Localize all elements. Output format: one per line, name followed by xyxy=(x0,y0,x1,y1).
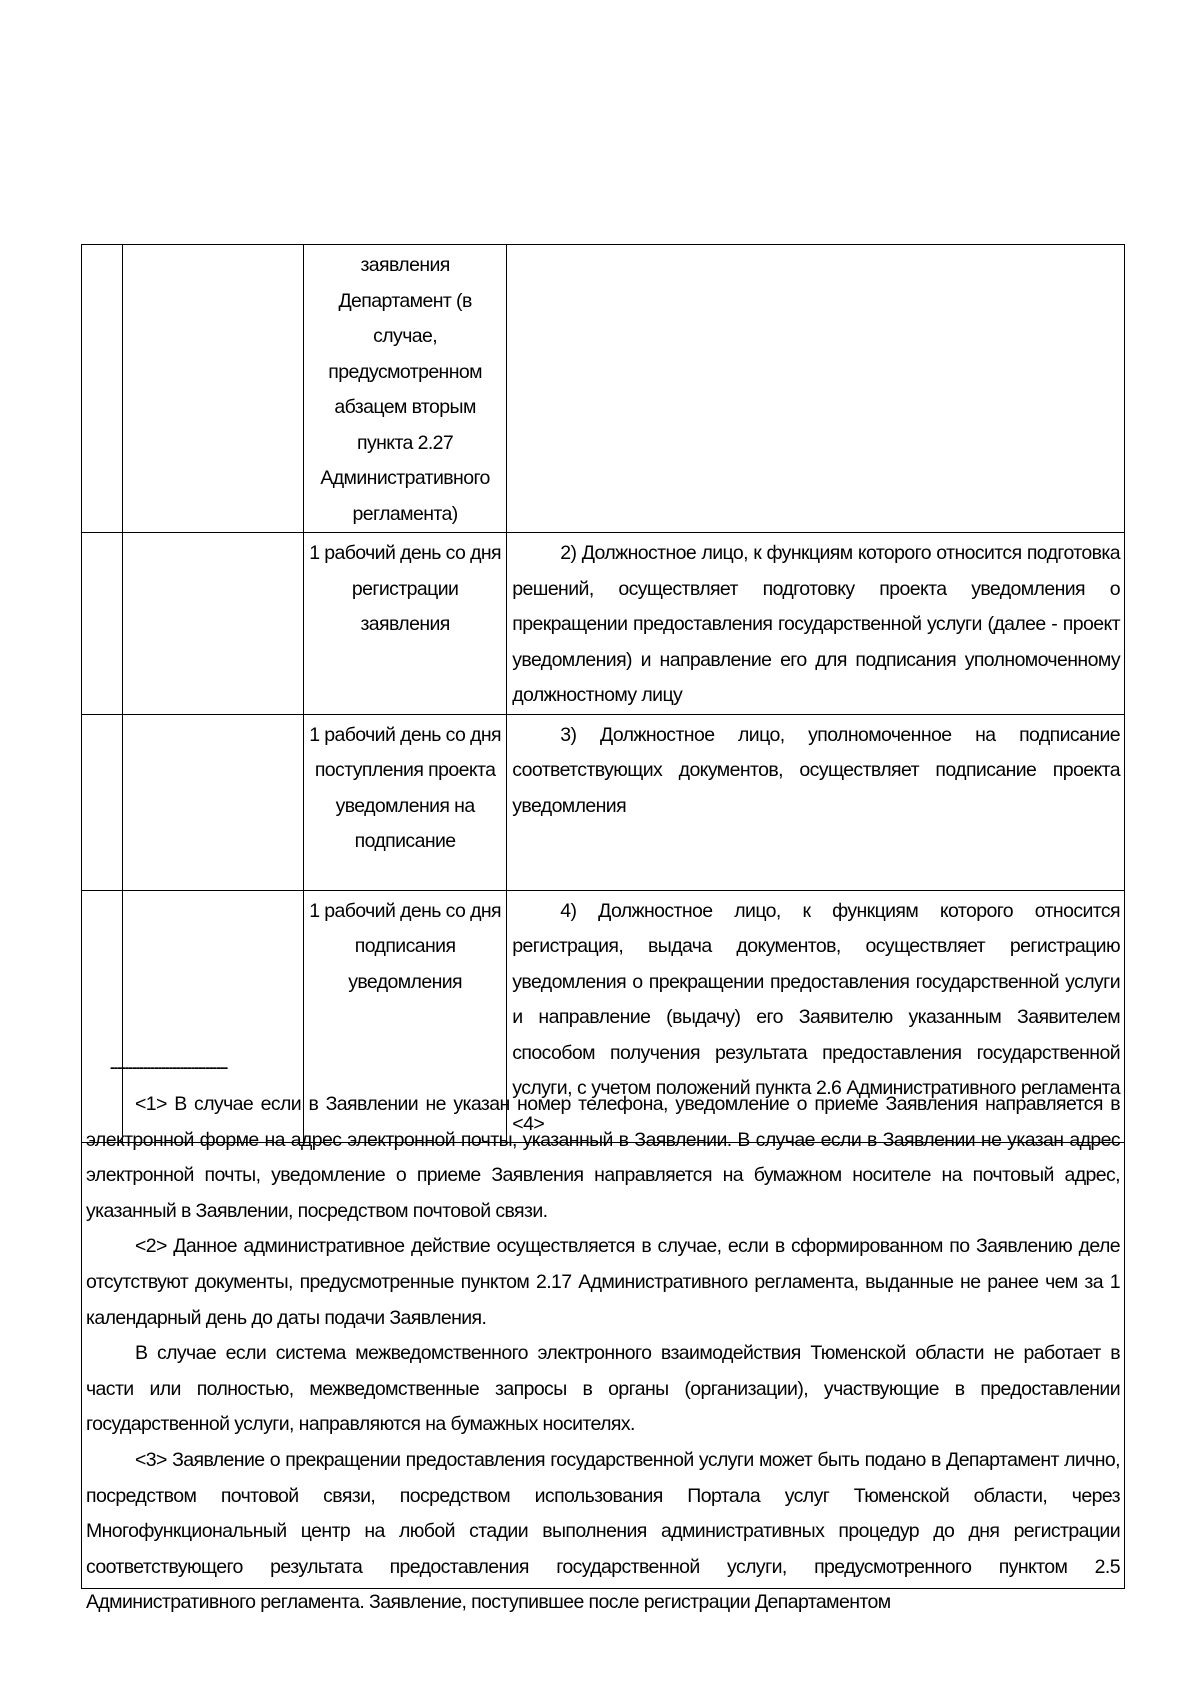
deadline-cell xyxy=(303,714,506,890)
footnote-paragraph: <1> В случае если в Заявлении не указан номер телефона, уведомление о приеме Заявления направляется в электронной форме на адрес электронной почты, указанный в Заявлении. В случае если в Заявлении не указан адрес электронной почты, уведомление о приеме Заявления направляется на бумажном носителе на почтовый адрес, указанный в Заявлении, посредством почтовой связи. xyxy=(86,1093,1120,1222)
description-cell xyxy=(507,533,1124,715)
deadline-cell xyxy=(303,533,506,715)
table-row xyxy=(82,533,1124,715)
footnote-paragraph: <2> Данное административное действие осуществляется в случае, если в сформированном по Заявлению деле отсутствуют документы, предусмотренные пунктом 2.17 Административного регламента, выданные не ранее чем за 1 календарный день до даты подачи Заявления. xyxy=(86,1235,1120,1329)
deadline-cell xyxy=(303,245,506,533)
deadline-text: 1 рабочий день со дня подписания уведомления xyxy=(309,899,501,993)
table-cell-empty xyxy=(122,533,303,715)
deadline-text: заявления Департамент (в случае, предусмотренном абзацем вторым пункта 2.27 Административного регламента) xyxy=(320,254,490,525)
deadline-text: 1 рабочий день со дня поступления проекта уведомления на подписание xyxy=(309,723,501,852)
deadline-text: 1 рабочий день со дня регистрации заявления xyxy=(309,542,501,635)
table-cell-empty xyxy=(122,245,303,533)
procedure-table xyxy=(82,245,1124,1143)
footnotes-section xyxy=(82,1045,1124,1621)
table-cell-empty xyxy=(122,714,303,890)
table-cell-empty xyxy=(82,533,122,715)
table-row xyxy=(82,245,1124,533)
footnote-paragraph: <3> Заявление о прекращении предоставления государственной услуги может быть подано в Департамент лично, посредством почтовой связи, посредством использования Портала услуг Тюменской области, через Многофункциональный центр на любой стадии выполнения административных процедур до дня регистрации соответствующего результата предоставления государственной услуги, предусмотренного пунктом 2.5 Административного регламента. Заявление, поступившее после регистрации Департаментом xyxy=(86,1448,1120,1614)
table-row xyxy=(82,714,1124,890)
description-text: 3) Должностное лицо, уполномоченное на подписание соответствующих документов, осуществляет подписание проекта уведомления xyxy=(512,723,1120,817)
table-cell-empty xyxy=(82,245,122,533)
description-text: 2) Должностное лицо, к функциям которого относится подготовка решений, осуществляет подготовку проекта уведомления о прекращении предоставления государственной услуги (далее - проект уведомления) и направление его для подписания уполномоченному должностному лицу xyxy=(512,542,1120,706)
document-frame xyxy=(81,244,1125,1614)
table-cell-empty xyxy=(82,714,122,890)
description-cell xyxy=(507,714,1124,890)
description-cell xyxy=(507,245,1124,533)
footnote-paragraph: В случае если система межведомственного электронного взаимодействия Тюменской области не работает в части или полностью, межведомственные запросы в органы (организации), участвующие в предоставлении государственной услуги, направляются на бумажных носителях. xyxy=(86,1342,1120,1436)
footnote-separator: -------------------------------- xyxy=(110,1059,228,1075)
description-text: 4) Должностное лицо, к функциям которого относится регистрация, выдача документов, осуществляет регистрацию уведомления о прекращении предоставления государственной услуги и направление (выдачу) его Заявителю указанным Заявителем способом получения результата предоставления государственной услуги, с учетом положений пункта 2.6 Административного регламента <4> xyxy=(512,899,1120,1135)
